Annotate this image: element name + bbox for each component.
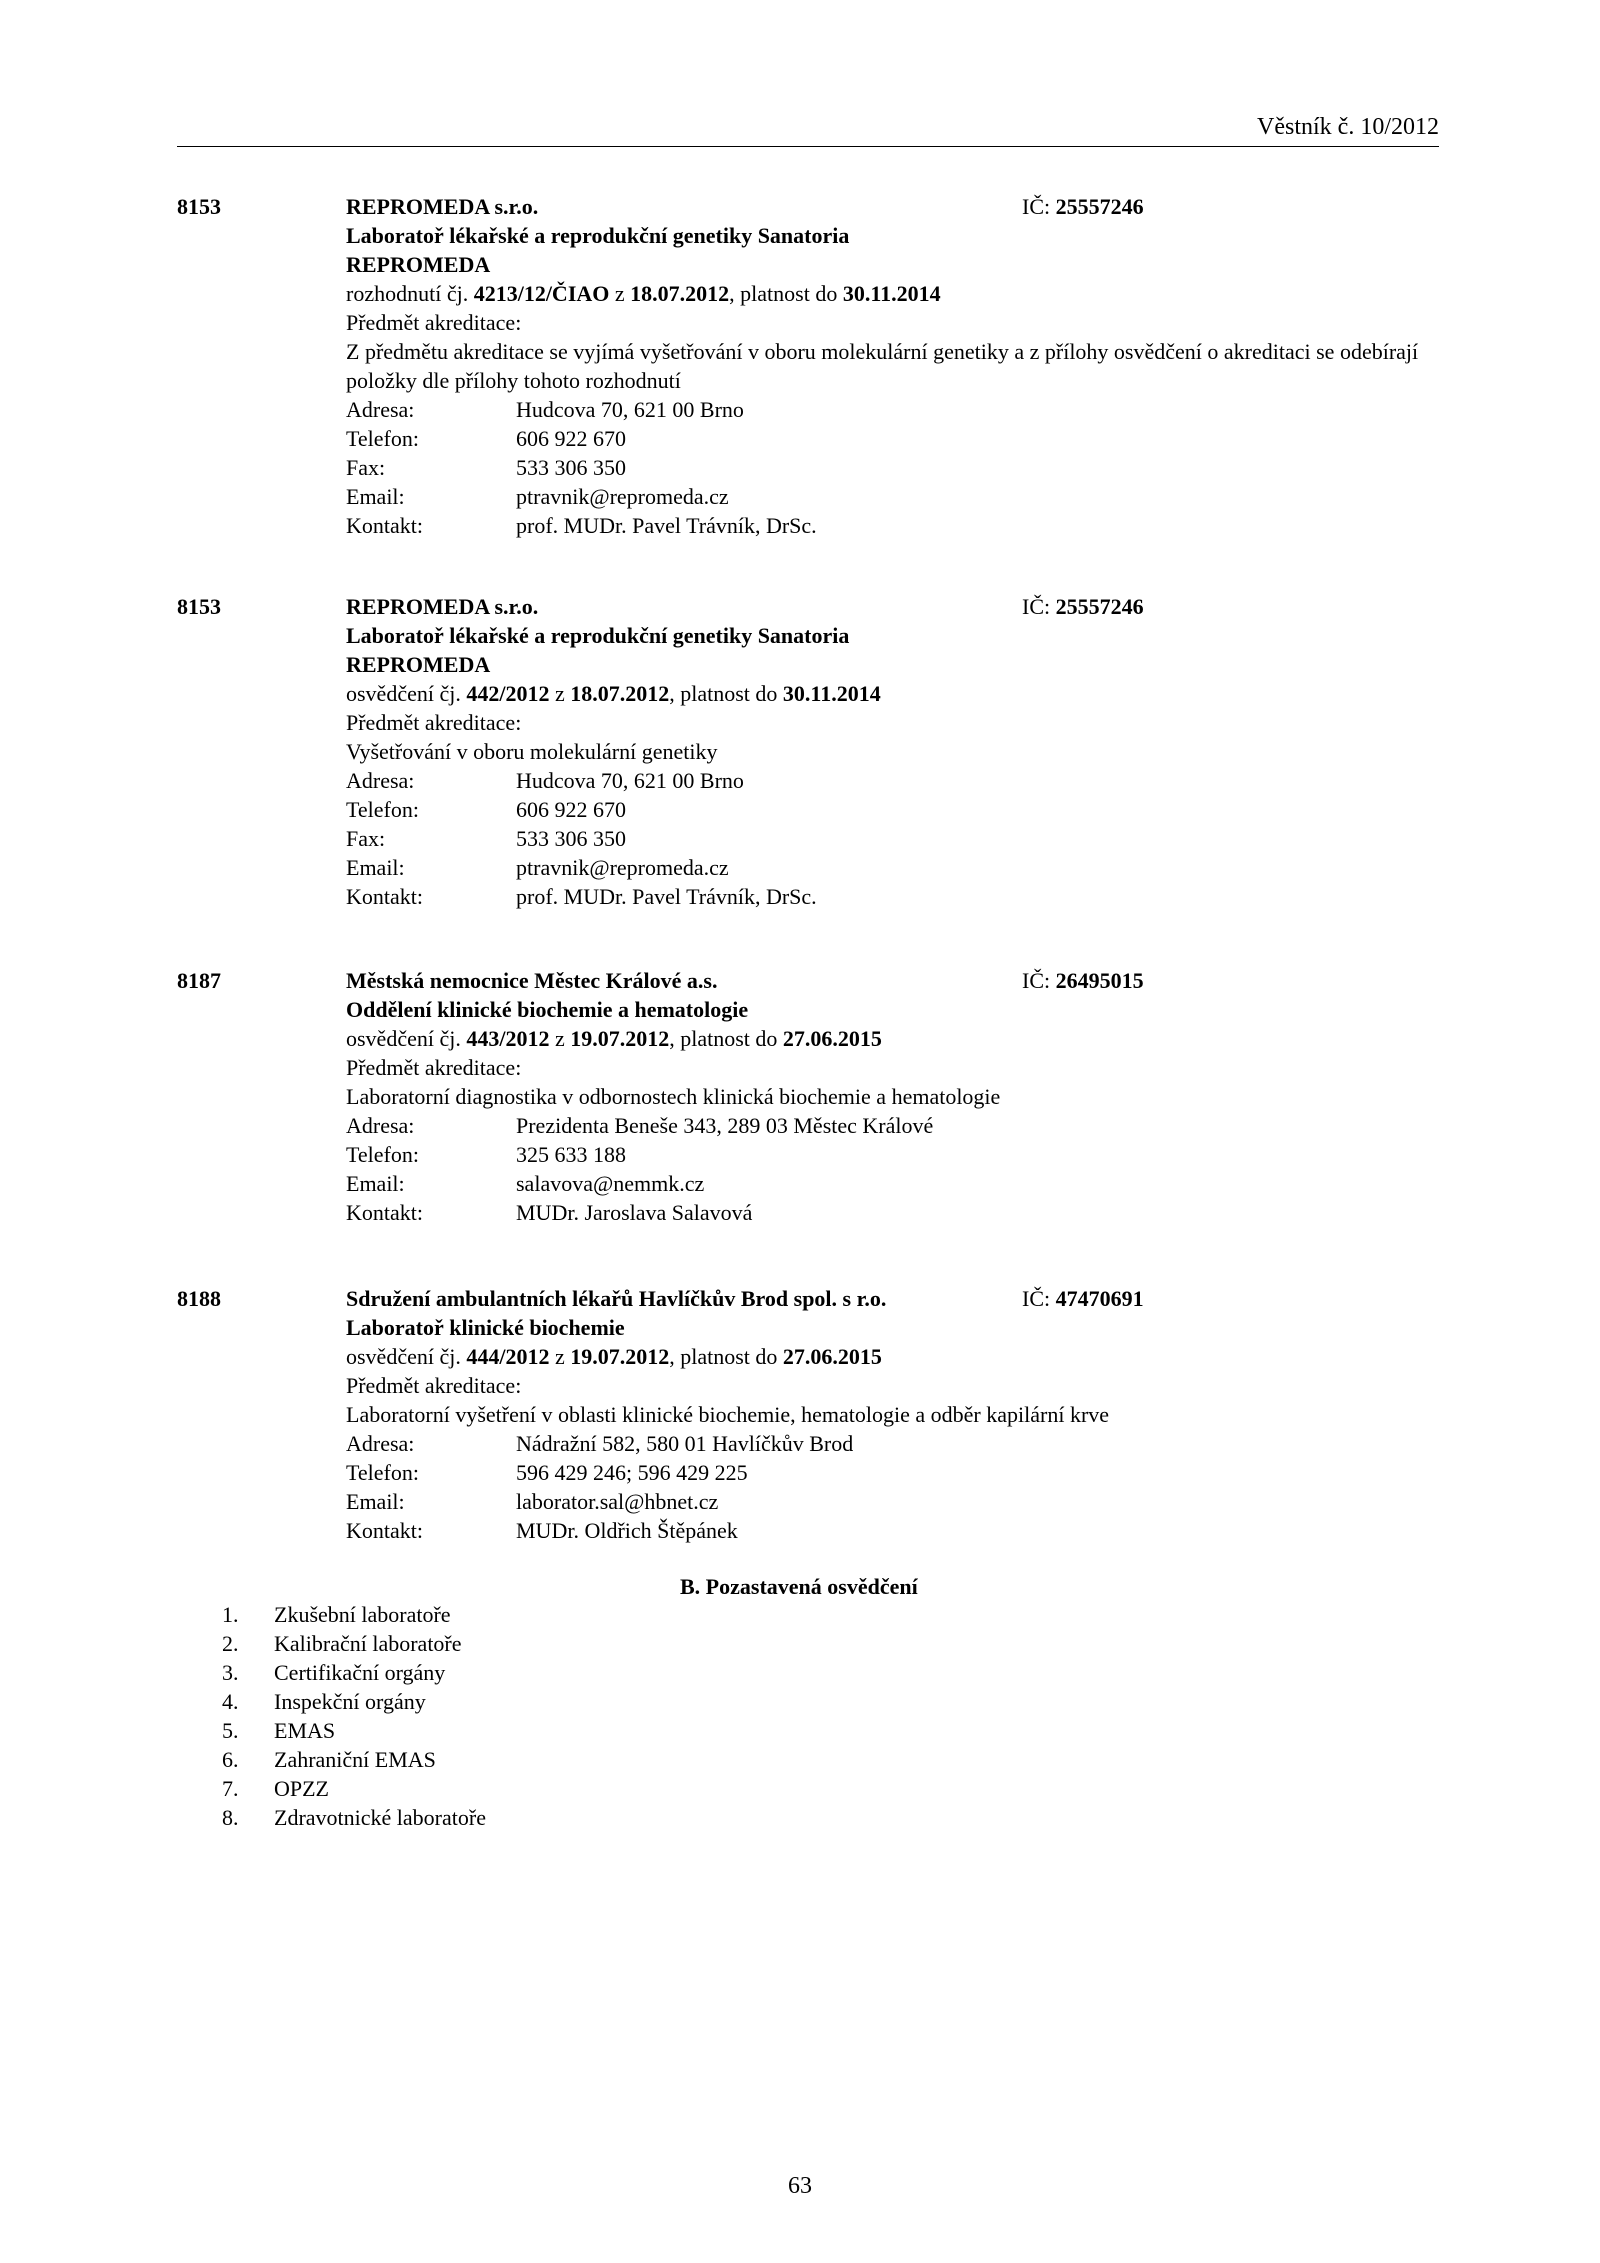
decision-prefix: osvědčení čj. [346, 1026, 461, 1051]
contact-value: 533 306 350 [516, 455, 626, 480]
subject-label: Předmět akreditace: [346, 710, 522, 735]
list-item [222, 1716, 486, 1745]
contact-value: laborator.sal@hbnet.cz [516, 1489, 719, 1514]
list-item-number: 8. [222, 1805, 239, 1830]
organization-name: Městská nemocnice Městec Králové a.s. [346, 968, 718, 993]
decision-date: 18.07.2012 [630, 281, 730, 306]
record-number: 8187 [177, 968, 221, 993]
contact-label: Kontakt: [346, 1200, 423, 1225]
contact-row [346, 1198, 1439, 1227]
decision-z: z [554, 681, 565, 706]
list-item-label: Inspekční orgány [274, 1689, 426, 1714]
contact-label: Adresa: [346, 1113, 415, 1138]
list-item [222, 1803, 486, 1832]
list-item-number: 6. [222, 1747, 239, 1772]
organization-name: Sdružení ambulantních lékařů Havlíčkův Brod spol. s r.o. [346, 1286, 887, 1311]
subject-label: Předmět akreditace: [346, 1373, 522, 1398]
department-name: Laboratoř lékařské a reprodukční genetiky Sanatoria REPROMEDA [346, 623, 850, 677]
contact-value: Prezidenta Beneše 343, 289 03 Městec Králové [516, 1113, 934, 1138]
suspended-certificates-list [222, 1600, 486, 1832]
list-item-label: Zahraniční EMAS [274, 1747, 436, 1772]
ico-label: IČ: [1022, 194, 1051, 219]
subject-label: Předmět akreditace: [346, 310, 522, 335]
record-body [346, 192, 1439, 540]
contact-label: Adresa: [346, 1431, 415, 1456]
contact-value: 325 633 188 [516, 1142, 626, 1167]
decision-id: 4213/12/ČIAO [473, 281, 610, 306]
contact-label: Adresa: [346, 397, 415, 422]
subject-label: Předmět akreditace: [346, 1055, 522, 1080]
decision-validity: , platnost do [669, 681, 778, 706]
decision-valid-to: 27.06.2015 [782, 1026, 882, 1051]
decision-date: 19.07.2012 [570, 1026, 670, 1051]
ico-value: 25557246 [1055, 194, 1144, 219]
contact-value: Hudcova 70, 621 00 Brno [516, 397, 744, 422]
contact-row [346, 1429, 1439, 1458]
contact-value: MUDr. Jaroslava Salavová [516, 1200, 753, 1225]
contact-row [346, 795, 1439, 824]
contact-value: Hudcova 70, 621 00 Brno [516, 768, 744, 793]
contact-label: Email: [346, 855, 405, 880]
contact-row [346, 882, 1439, 911]
contact-value: MUDr. Oldřich Štěpánek [516, 1518, 738, 1543]
contact-value: 606 922 670 [516, 797, 626, 822]
department-name: Oddělení klinické biochemie a hematologie [346, 997, 749, 1022]
department-name: Laboratoř klinické biochemie [346, 1315, 625, 1340]
list-item-label: Kalibrační laboratoře [274, 1631, 462, 1656]
contact-row [346, 482, 1439, 511]
list-item-label: EMAS [274, 1718, 336, 1743]
decision-line [346, 1342, 1439, 1371]
contact-value: 596 429 246; 596 429 225 [516, 1460, 748, 1485]
list-item-label: OPZZ [274, 1776, 329, 1801]
contact-label: Fax: [346, 455, 386, 480]
subject-text: Laboratorní vyšetření v oblasti klinické biochemie, hematologie a odběr kapilární krve [346, 1402, 1110, 1427]
contact-label: Kontakt: [346, 1518, 423, 1543]
contact-label: Adresa: [346, 768, 415, 793]
decision-prefix: osvědčení čj. [346, 1344, 461, 1369]
decision-validity: , platnost do [669, 1026, 778, 1051]
list-item-number: 4. [222, 1689, 239, 1714]
list-item [222, 1658, 486, 1687]
decision-id: 444/2012 [466, 1344, 550, 1369]
contact-row [346, 453, 1439, 482]
contact-label: Kontakt: [346, 884, 423, 909]
contact-row [346, 1516, 1439, 1545]
subject-text: Z předmětu akreditace se vyjímá vyšetřování v oboru molekulární genetiky a z přílohy osvědčení o akreditaci se odebírají položky dle přílohy tohoto rozhodnutí [346, 339, 1419, 393]
contact-row [346, 766, 1439, 795]
ico-value: 25557246 [1055, 594, 1144, 619]
contact-value: ptravnik@repromeda.cz [516, 855, 729, 880]
contact-row [346, 1111, 1439, 1140]
contact-row [346, 1458, 1439, 1487]
list-item-label: Zkušební laboratoře [274, 1602, 451, 1627]
contact-label: Fax: [346, 826, 386, 851]
contact-label: Email: [346, 484, 405, 509]
list-item [222, 1629, 486, 1658]
list-item-number: 2. [222, 1631, 239, 1656]
contact-row [346, 1140, 1439, 1169]
contact-value: Nádražní 582, 580 01 Havlíčkův Brod [516, 1431, 854, 1456]
decision-line [346, 1024, 1439, 1053]
decision-valid-to: 30.11.2014 [782, 681, 881, 706]
ico-label: IČ: [1022, 594, 1051, 619]
decision-prefix: osvědčení čj. [346, 681, 461, 706]
page-number: 63 [788, 2173, 812, 2199]
decision-valid-to: 30.11.2014 [842, 281, 941, 306]
decision-validity: , platnost do [669, 1344, 778, 1369]
contact-value: salavova@nemmk.cz [516, 1171, 705, 1196]
contact-row [346, 824, 1439, 853]
contact-row [346, 511, 1439, 540]
list-item [222, 1774, 486, 1803]
contact-row [346, 1169, 1439, 1198]
contact-row [346, 853, 1439, 882]
record-body [346, 1284, 1439, 1545]
decision-date: 19.07.2012 [570, 1344, 670, 1369]
organization-name: REPROMEDA s.r.o. [346, 194, 539, 219]
contact-row [346, 1487, 1439, 1516]
department-name: Laboratoř lékařské a reprodukční genetiky Sanatoria REPROMEDA [346, 223, 850, 277]
subject-text: Laboratorní diagnostika v odbornostech klinická biochemie a hematologie [346, 1084, 1001, 1109]
record-number: 8153 [177, 594, 221, 619]
contact-label: Telefon: [346, 1460, 419, 1485]
contact-label: Telefon: [346, 797, 419, 822]
contact-label: Telefon: [346, 426, 419, 451]
contact-label: Telefon: [346, 1142, 419, 1167]
subject-text: Vyšetřování v oboru molekulární genetiky [346, 739, 718, 764]
decision-z: z [554, 1344, 565, 1369]
decision-prefix: rozhodnutí čj. [346, 281, 469, 306]
list-item [222, 1600, 486, 1629]
decision-id: 442/2012 [466, 681, 550, 706]
contact-label: Kontakt: [346, 513, 423, 538]
decision-z: z [614, 281, 625, 306]
list-item-label: Zdravotnické laboratoře [274, 1805, 486, 1830]
contact-value: 606 922 670 [516, 426, 626, 451]
contact-value: prof. MUDr. Pavel Trávník, DrSc. [516, 513, 817, 538]
decision-line [346, 279, 1439, 308]
record-number: 8188 [177, 1286, 221, 1311]
ico-label: IČ: [1022, 968, 1051, 993]
list-item-number: 1. [222, 1602, 239, 1627]
contact-row [346, 395, 1439, 424]
list-item-number: 3. [222, 1660, 239, 1685]
record-body [346, 592, 1439, 911]
contact-value: ptravnik@repromeda.cz [516, 484, 729, 509]
list-item [222, 1687, 486, 1716]
section-b-title: B. Pozastavená osvědčení [680, 1574, 918, 1599]
decision-line [346, 679, 1439, 708]
decision-date: 18.07.2012 [570, 681, 670, 706]
record-number: 8153 [177, 194, 221, 219]
organization-name: REPROMEDA s.r.o. [346, 594, 539, 619]
ico-label: IČ: [1022, 1286, 1051, 1311]
ico-value: 47470691 [1055, 1286, 1144, 1311]
contact-value: prof. MUDr. Pavel Trávník, DrSc. [516, 884, 817, 909]
contact-value: 533 306 350 [516, 826, 626, 851]
ico-value: 26495015 [1055, 968, 1144, 993]
decision-id: 443/2012 [466, 1026, 550, 1051]
decision-valid-to: 27.06.2015 [782, 1344, 882, 1369]
journal-header: Věstník č. 10/2012 [177, 110, 1439, 147]
list-item-number: 7. [222, 1776, 239, 1801]
decision-z: z [554, 1026, 565, 1051]
list-item [222, 1745, 486, 1774]
list-item-number: 5. [222, 1718, 239, 1743]
list-item-label: Certifikační orgány [274, 1660, 446, 1685]
decision-validity: , platnost do [729, 281, 838, 306]
record-body [346, 966, 1439, 1227]
contact-label: Email: [346, 1171, 405, 1196]
contact-row [346, 424, 1439, 453]
contact-label: Email: [346, 1489, 405, 1514]
